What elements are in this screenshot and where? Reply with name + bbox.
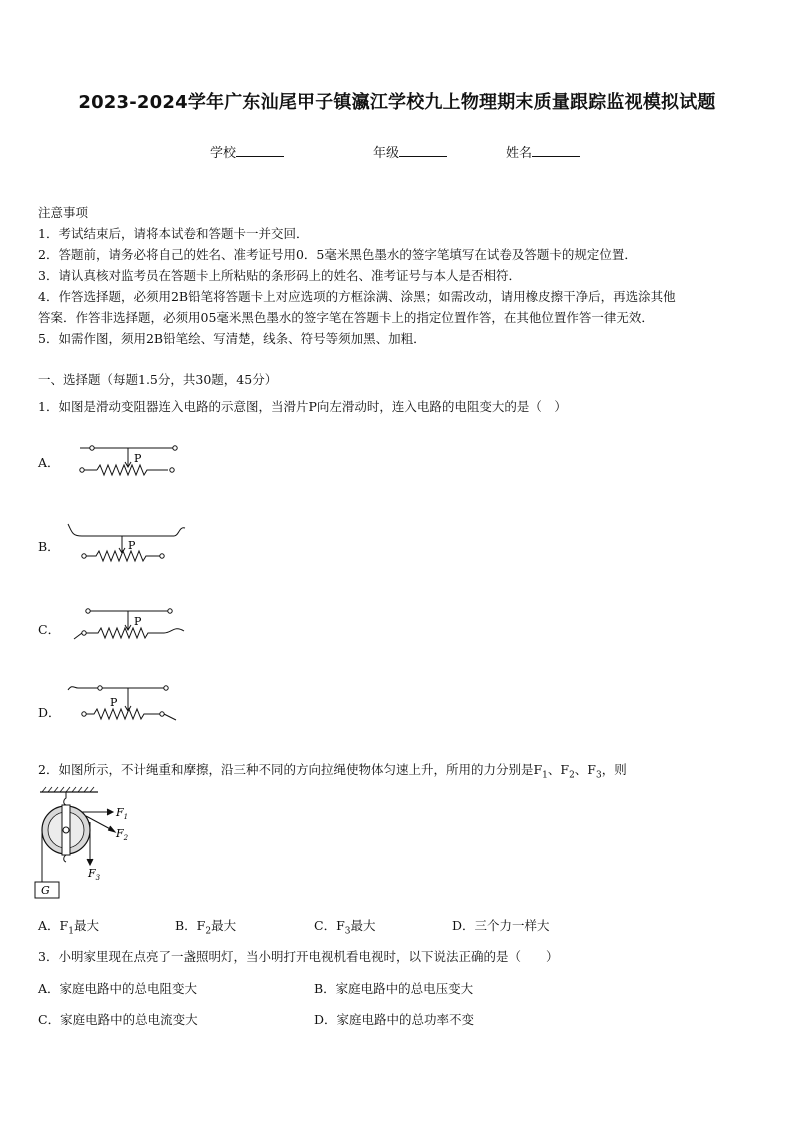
q1-option-b-rheostat-diagram	[64, 518, 194, 568]
q3-stem: 3．小明家里现在点亮了一盏照明灯，当小明打开电视机看电视时，以下说法正确的是（ ）	[38, 949, 559, 964]
q2-option-d[interactable]: D．三个力一样大	[452, 918, 550, 933]
q3-option-a[interactable]: A．家庭电路中的总电阻变大	[38, 981, 198, 996]
name-blank[interactable]	[532, 144, 580, 157]
section-heading: 一、选择题（每题1.5分，共30题，45分）	[38, 372, 278, 387]
q1-option-d-rheostat-diagram	[64, 680, 189, 730]
note-item: 2．答题前，请务必将自己的姓名、准考证号用0．5毫米黑色墨水的签字笔填写在试卷及答题卡的规定位置．	[38, 247, 637, 262]
note-item: 答案．作答非选择题，必须用05毫米黑色墨水的签字笔在答题卡上的指定位置作答，在其他位置作答一律无效．	[38, 310, 654, 325]
q1-option-b-label[interactable]: B．	[38, 539, 60, 554]
school-blank[interactable]	[236, 144, 284, 157]
note-item: 1．考试结束后，请将本试卷和答题卡一并交回．	[38, 226, 309, 241]
name-field[interactable]	[506, 142, 580, 161]
svg-text:F2: $F_2$	[116, 827, 129, 842]
q2-option-a[interactable]: A．$F_1$最大	[38, 918, 99, 937]
q1-option-c-label[interactable]: C．	[38, 622, 61, 637]
note-item: 5．如需作图，须用2B铅笔绘、写清楚，线条、符号等须加黑、加粗．	[38, 331, 426, 346]
q3-option-b[interactable]: B．家庭电路中的总电压变大	[314, 981, 474, 996]
school-label: 学校	[210, 146, 237, 161]
slider-label: P	[134, 615, 142, 628]
svg-text:F1: $F_1$	[116, 806, 129, 821]
notes-heading: 注意事项	[38, 205, 89, 220]
q1-option-c-rheostat-diagram	[68, 603, 193, 648]
grade-field[interactable]	[373, 142, 447, 161]
slider-label: P	[128, 539, 136, 552]
q1-option-a-rheostat-diagram	[70, 440, 190, 485]
q2-option-b[interactable]: B．$F_2$最大	[175, 918, 237, 937]
q3-option-d[interactable]: D．家庭电路中的总功率不变	[314, 1012, 475, 1027]
name-label: 姓名	[506, 146, 533, 161]
q2-stem: 2．如图所示，不计绳重和摩擦，沿三种不同的方向拉绳使物体匀速上升，所用的力分别是$F_1$、$F_2$、$F_3$，则	[38, 762, 627, 781]
svg-text:F3: $F_3$	[88, 867, 101, 882]
slider-label: P	[110, 696, 118, 709]
weight-label: G	[41, 884, 50, 897]
grade-blank[interactable]	[399, 144, 447, 157]
slider-label: P	[134, 452, 142, 465]
q1-stem: 1．如图是滑动变阻器连入电路的示意图，当滑片P向左滑动时，连入电路的电阻变大的是（ ）	[38, 399, 567, 414]
note-item: 3．请认真核对监考员在答题卡上所粘贴的条形码上的姓名、准考证号与本人是否相符．	[38, 268, 521, 283]
q1-option-d-label[interactable]: D．	[38, 705, 61, 720]
q2-option-c[interactable]: C．$F_3$最大	[314, 918, 376, 937]
q1-option-a-label[interactable]: A．	[38, 455, 60, 470]
exam-title: 2023-2024学年广东汕尾甲子镇瀛江学校九上物理期末质量跟踪监视模拟试题	[78, 92, 716, 113]
q3-option-c[interactable]: C．家庭电路中的总电流变大	[38, 1012, 198, 1027]
grade-label: 年级	[373, 146, 400, 161]
note-item: 4．作答选择题，必须用2B铅笔将答题卡上对应选项的方框涂满、涂黑；如需改动，请用橡皮擦干净后，再选涂其他	[38, 289, 676, 304]
q2-pulley-diagram	[30, 786, 140, 904]
school-field[interactable]	[210, 142, 284, 161]
